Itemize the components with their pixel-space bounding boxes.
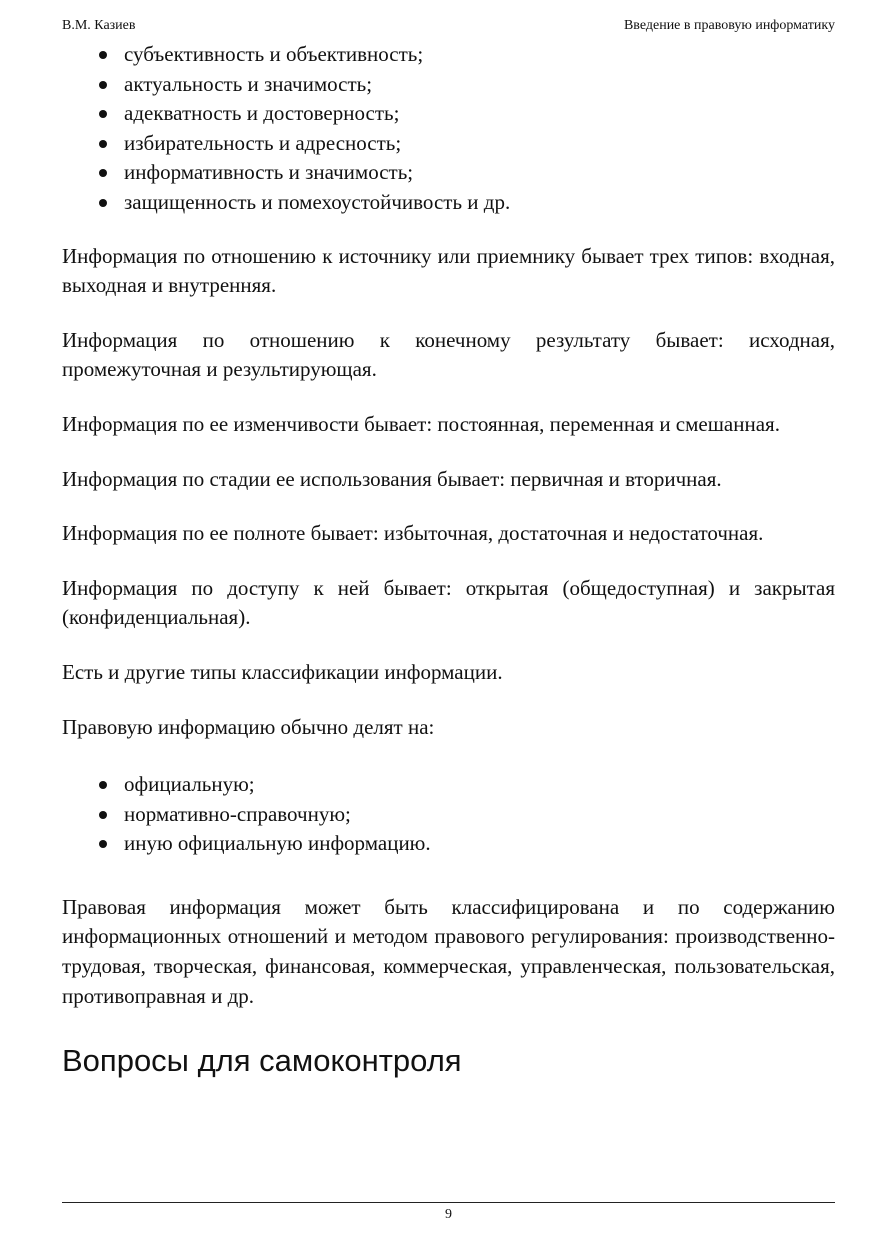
list-item: субъективность и объективность; bbox=[62, 40, 835, 70]
properties-list bbox=[62, 40, 835, 218]
list-item: иную официальную информацию. bbox=[62, 829, 835, 859]
legal-info-list bbox=[62, 770, 835, 859]
bullet-icon bbox=[99, 81, 107, 89]
page-content bbox=[62, 40, 835, 1081]
bullet-icon bbox=[99, 840, 107, 848]
list-item: актуальность и значимость; bbox=[62, 70, 835, 100]
list-item: нормативно-справочную; bbox=[62, 800, 835, 830]
running-header bbox=[62, 16, 835, 36]
paragraph-legal-intro: Правовую информацию обычно делят на: bbox=[62, 714, 435, 739]
paragraph-variability: Информация по ее изменчивости бывает: постоянная, переменная и смешанная. bbox=[62, 411, 780, 436]
bullet-icon bbox=[99, 811, 107, 819]
header-author: В.М. Казиев bbox=[62, 18, 136, 33]
list-item: информативность и значимость; bbox=[62, 158, 835, 188]
list-item: защищенность и помехоустойчивость и др. bbox=[62, 188, 835, 218]
list-item: официальную; bbox=[62, 770, 835, 800]
paragraph-usage-stage: Информация по стадии ее использования бывает: первичная и вторичная. bbox=[62, 466, 722, 491]
page-number: 9 bbox=[445, 1207, 452, 1222]
bullet-icon bbox=[99, 51, 107, 59]
bullet-icon bbox=[99, 781, 107, 789]
paragraph-final-result: Информация по отношению к конечному результату бывает: исходная, промежуточная и результирующая. bbox=[62, 327, 835, 382]
bullet-icon bbox=[99, 199, 107, 207]
bullet-icon bbox=[99, 169, 107, 177]
list-item: адекватность и достоверность; bbox=[62, 99, 835, 129]
header-book-title: Введение в правовую информатику bbox=[623, 18, 835, 33]
footer-divider bbox=[62, 1202, 835, 1203]
section-heading: Вопросы для самоконтроля bbox=[62, 1043, 462, 1079]
paragraph-source-receiver: Информация по отношению к источнику или приемнику бывает трех типов: входная, выходная и внутренняя. bbox=[62, 243, 835, 298]
paragraph-completeness: Информация по ее полноте бывает: избыточная, достаточная и недостаточная. bbox=[62, 521, 764, 546]
paragraph-other-types: Есть и другие типы классификации информации. bbox=[62, 659, 503, 684]
paragraph-legal-classification: Правовая информация может быть классифицирована и по содержанию информационных отношений и методом правового регулирования: производственно-трудовая, творческая, финансовая, коммерческая, управленческая, пользовательская, противоправная и др. bbox=[62, 894, 835, 1008]
paragraph-access: Информация по доступу к ней бывает: открытая (общедоступная) и закрытая (конфиденциальная). bbox=[62, 575, 835, 630]
list-item: избирательность и адресность; bbox=[62, 129, 835, 159]
bullet-icon bbox=[99, 110, 107, 118]
bullet-icon bbox=[99, 140, 107, 148]
